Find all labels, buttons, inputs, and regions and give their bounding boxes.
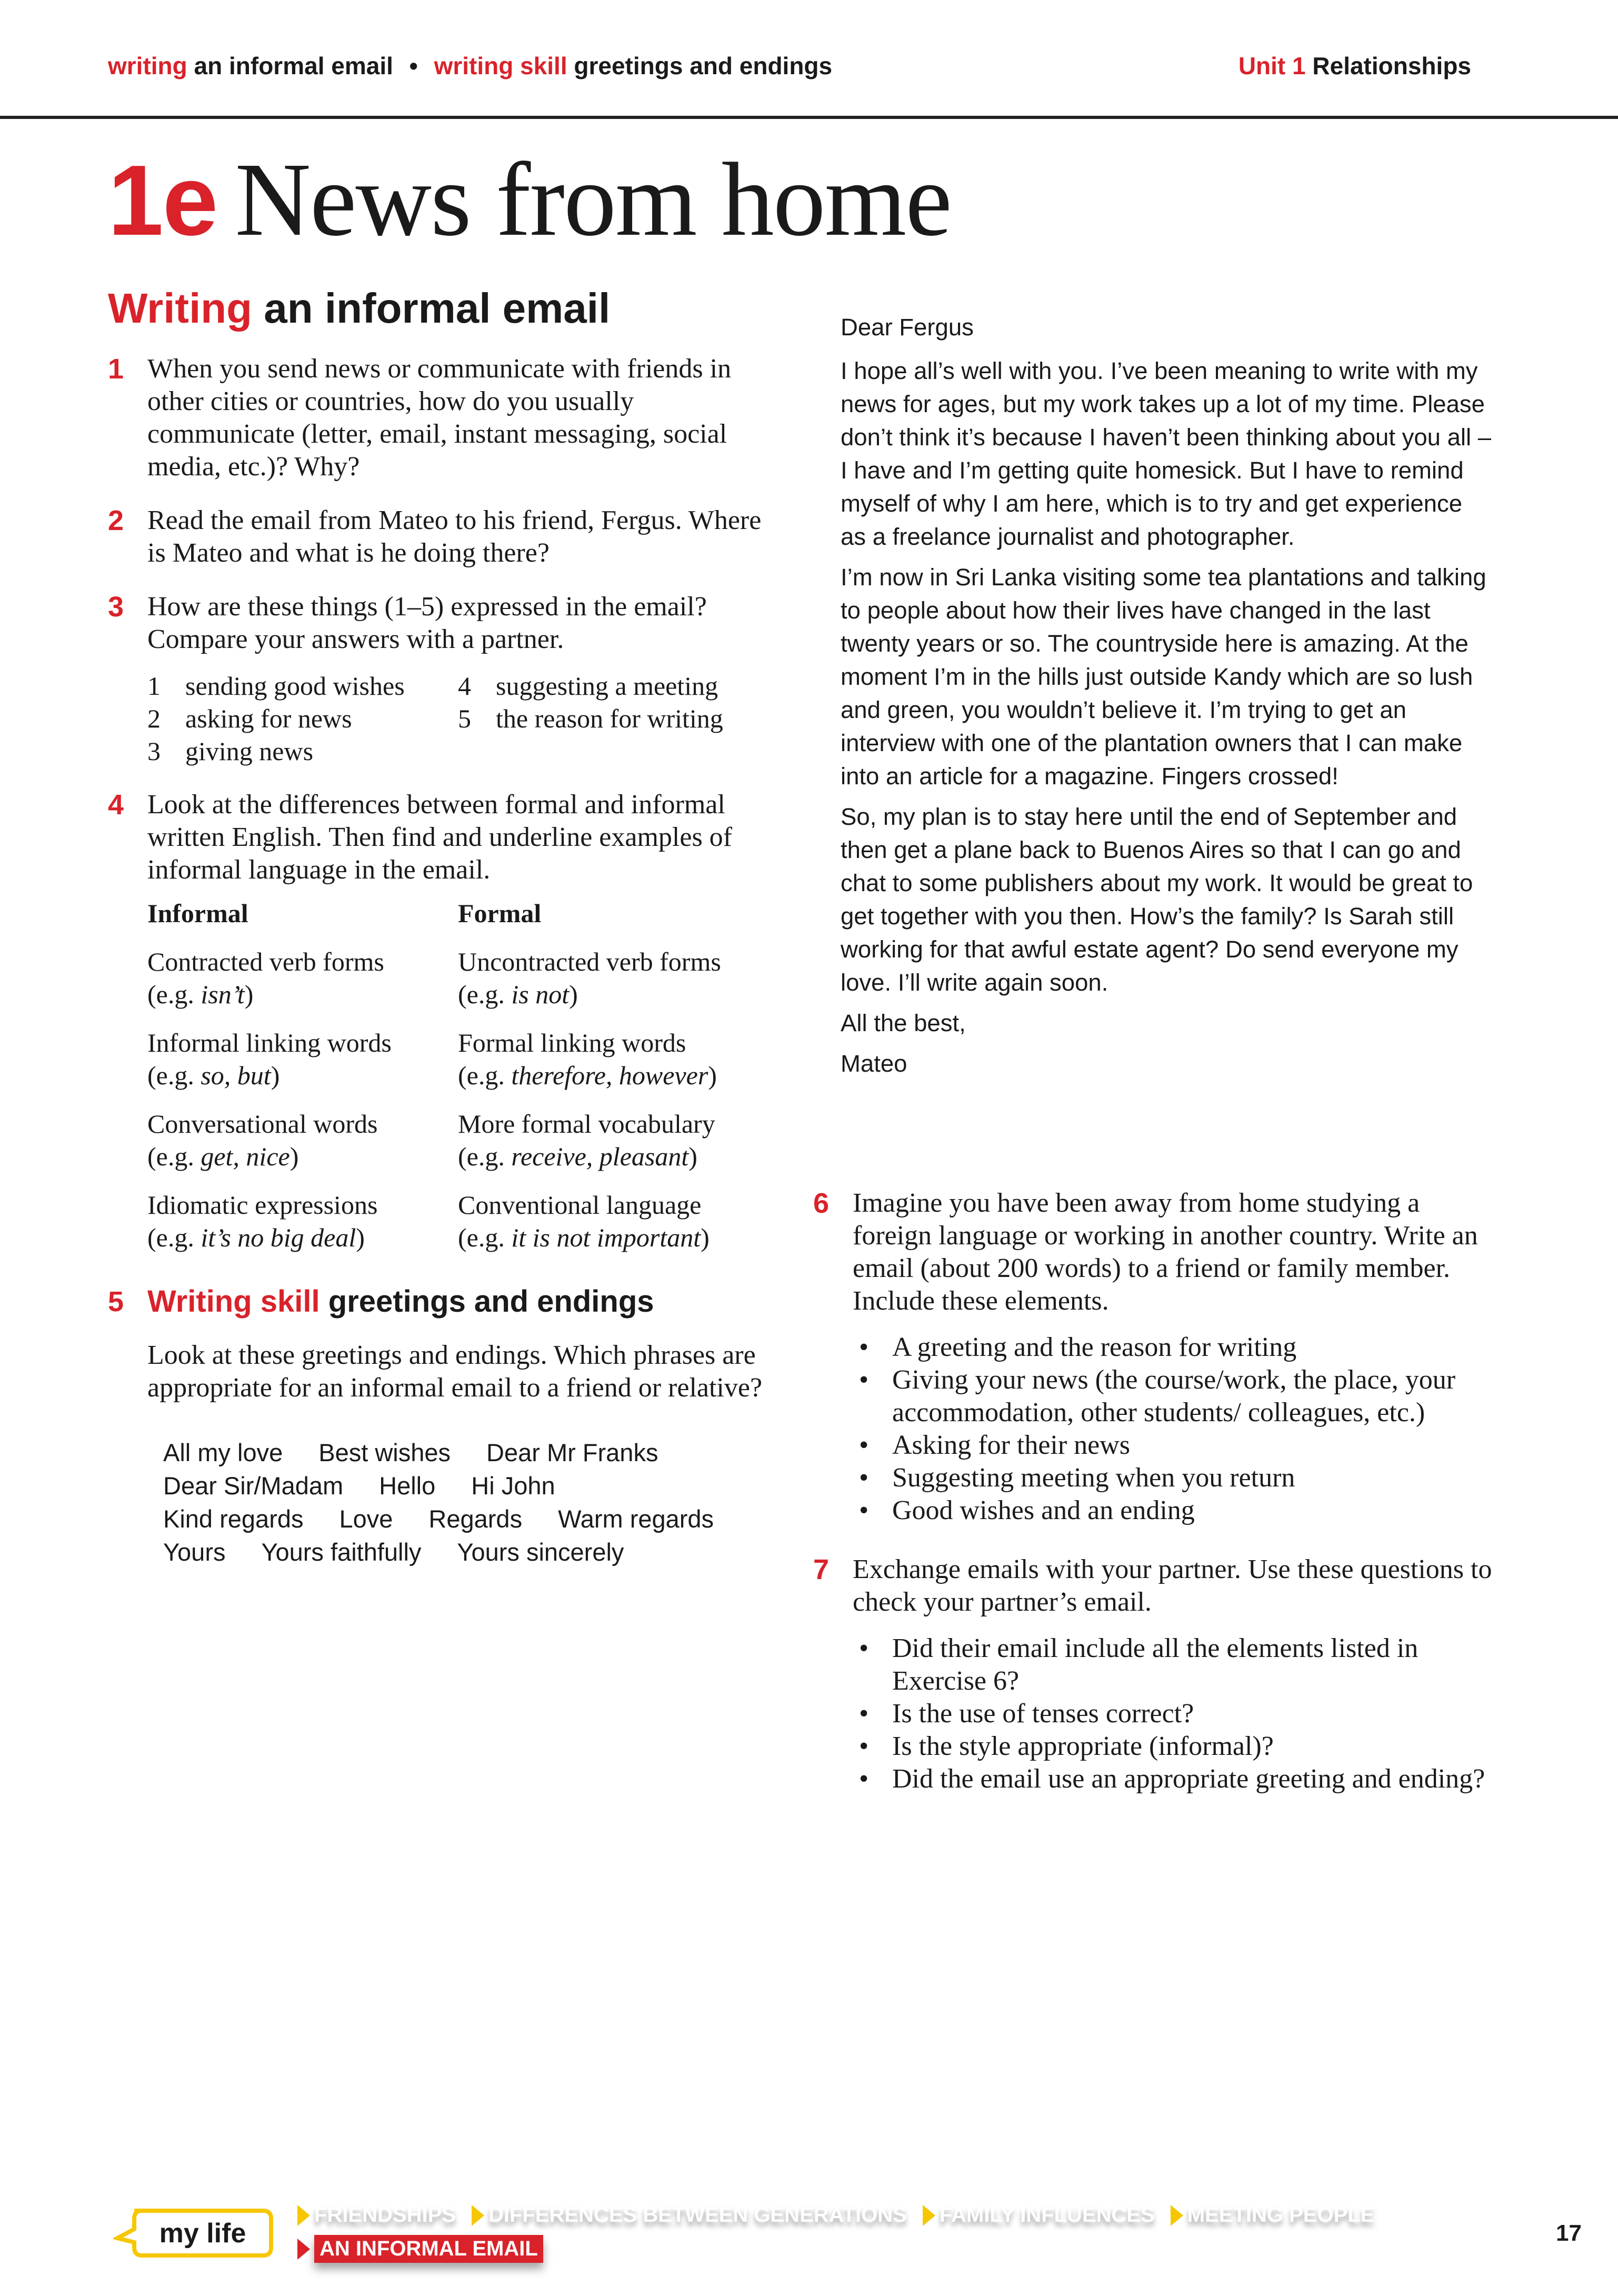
nav-item[interactable] — [297, 2203, 456, 2227]
play-arrow-icon — [923, 2205, 935, 2226]
cell-example — [147, 978, 458, 1011]
cell-label: Uncontracted verb forms — [458, 947, 721, 976]
example-text: is not — [511, 980, 570, 1009]
phrase: Dear Sir/Madam — [163, 1472, 344, 1500]
cell-label: Formal linking words — [458, 1028, 686, 1057]
cell-label: Conventional language — [458, 1190, 702, 1220]
bullet-item: • Is the style appropriate (informal)? — [853, 1730, 1497, 1763]
list-item — [147, 670, 458, 702]
example-text: get, nice — [201, 1142, 290, 1171]
phrase: Kind regards — [163, 1505, 304, 1533]
running-header — [108, 52, 1471, 83]
current-lesson-label: AN INFORMAL EMAIL — [314, 2235, 543, 2263]
eg-suffix: ) — [708, 1061, 717, 1090]
item-number: 4 — [458, 671, 471, 701]
nav-item[interactable] — [923, 2203, 1155, 2227]
lesson-number: 1e — [108, 145, 217, 256]
bullet-list — [853, 1331, 1497, 1527]
writing-skill-heading — [147, 1285, 776, 1318]
nav-item-label: DIFFERENCES BETWEEN GENERATIONS — [488, 2203, 907, 2227]
cell-label: More formal vocabulary — [458, 1109, 715, 1139]
phrase-row — [163, 1535, 776, 1569]
phrase: Hello — [379, 1472, 436, 1500]
exercise-7 — [813, 1553, 1497, 1795]
exercise-instruction: Read the email from Mateo to his friend, Fergus. Where is Mateo and what is he doing there? — [147, 505, 762, 568]
section-text: an informal email — [264, 285, 611, 332]
phrase: Best wishes — [318, 1439, 451, 1466]
item-text: giving news — [185, 736, 314, 766]
exercise-2 — [108, 504, 776, 570]
eg-prefix: (e.g. — [147, 1223, 201, 1252]
table-cell-formal — [458, 1189, 774, 1254]
email-text — [841, 311, 1493, 1087]
header-lesson-info — [108, 52, 832, 80]
example-text: receive, pleasant — [511, 1142, 689, 1171]
table-cell-formal — [458, 1026, 774, 1092]
eg-prefix: (e.g. — [458, 1142, 512, 1171]
bullet-item: • Asking for their news — [853, 1429, 1497, 1462]
item-text: suggesting a meeting — [496, 671, 718, 701]
table-cell-formal — [458, 1107, 774, 1173]
header-divider — [0, 116, 1618, 119]
brand-text: my life — [159, 2218, 246, 2249]
exercise-instruction: Exchange emails with your partner. Use these questions to check your partner’s email. — [853, 1554, 1492, 1617]
phrase: Yours faithfully — [261, 1538, 422, 1566]
current-lesson-tag — [297, 2235, 543, 2263]
exercise-instruction: When you send news or communicate with friends in other cities or countries, how do you usually communicate (letter, email, instant messaging, social media, etc.)? Why? — [147, 354, 732, 482]
eg-suffix: ) — [701, 1223, 710, 1252]
nav-item-label: FAMILY INFLUENCES — [939, 2203, 1155, 2227]
play-arrow-icon — [297, 2205, 310, 2226]
exercise-number: 4 — [108, 789, 124, 821]
exercise-instruction: Imagine you have been away from home studying a foreign language or working in another country. Write an email (about 200 words) to a friend or family member. Include these elements. — [853, 1188, 1478, 1316]
exercise-number: 2 — [108, 505, 124, 536]
header-text-writing: an informal email — [194, 52, 393, 79]
eg-prefix: (e.g. — [147, 980, 201, 1009]
exercise-3 — [108, 591, 776, 767]
example-text: it is not important — [511, 1223, 701, 1252]
nav-item[interactable] — [472, 2203, 907, 2227]
writing-skill-label: Writing skill — [147, 1284, 320, 1319]
my-life-logo — [113, 2205, 276, 2258]
numbered-list — [147, 670, 776, 767]
exercise-5 — [108, 1285, 776, 1569]
exercise-number: 3 — [108, 591, 124, 623]
bullet-item: • Did their email include all the elements listed in Exercise 6? — [853, 1632, 1497, 1698]
footer — [108, 2200, 1582, 2279]
phrase: Hi John — [471, 1472, 555, 1500]
cell-example — [458, 1221, 774, 1254]
cell-label: Contracted verb forms — [147, 947, 384, 976]
phrase: Yours — [163, 1538, 226, 1566]
eg-prefix: (e.g. — [458, 1061, 512, 1090]
eg-prefix: (e.g. — [147, 1061, 201, 1090]
play-arrow-icon — [472, 2205, 484, 2226]
example-text: isn’t — [201, 980, 245, 1009]
eg-suffix: ) — [289, 1142, 299, 1171]
bullet-item: • Suggesting meeting when you return — [853, 1462, 1497, 1494]
section-heading — [108, 284, 610, 333]
phrase: Yours sincerely — [457, 1538, 624, 1566]
unit-title: Relationships — [1312, 52, 1471, 79]
writing-skill-title: greetings and endings — [328, 1284, 654, 1319]
eg-suffix: ) — [244, 980, 254, 1009]
unit-label: Unit 1 — [1238, 52, 1306, 79]
email-paragraph: So, my plan is to stay here until the end of September and then get a plane back to Buenos Aires so that I can go and chat to some publishers about my work. It would be great to get together with you then. How’s the family? Is Sarah still working for that awful estate agent? Do send everyone my love. I’ll write again soon. — [841, 803, 1473, 996]
nav-item-label: MEETING PEOPLE — [1187, 2203, 1375, 2227]
table-cell-informal — [147, 1189, 458, 1254]
item-text: the reason for writing — [496, 704, 723, 733]
exercise-number: 7 — [813, 1554, 830, 1585]
bullet-item: • Giving your news (the course/work, the place, your accommodation, other students/ colleagues, etc.) — [853, 1364, 1497, 1429]
cell-label: Conversational words — [147, 1109, 378, 1139]
example-text: so, but — [201, 1061, 271, 1090]
table-cell-informal — [147, 1107, 458, 1173]
exercise-1 — [108, 353, 776, 483]
example-text: therefore, however — [511, 1061, 708, 1090]
cell-example — [147, 1059, 458, 1092]
cell-example — [458, 1140, 774, 1173]
section-label: Writing — [108, 285, 253, 332]
cell-example — [147, 1221, 458, 1254]
phrase: Warm regards — [558, 1505, 714, 1533]
cell-label: Informal linking words — [147, 1028, 392, 1057]
phrase: Love — [339, 1505, 393, 1533]
page-number: 17 — [1556, 2220, 1582, 2246]
exercise-number: 6 — [813, 1187, 830, 1219]
header-label-writing-skill: writing skill — [434, 52, 567, 79]
email-greeting: Dear Fergus — [841, 314, 974, 341]
left-column — [108, 353, 776, 1590]
eg-suffix: ) — [569, 980, 578, 1009]
play-arrow-icon — [297, 2239, 310, 2260]
bullet-item: • Did the email use an appropriate greeting and ending? — [853, 1763, 1497, 1795]
header-unit-info — [1239, 52, 1471, 80]
table-cell-formal — [458, 945, 774, 1011]
item-number: 2 — [147, 704, 161, 733]
bullet-list — [853, 1632, 1497, 1795]
phrase-row — [163, 1502, 776, 1535]
item-number: 3 — [147, 736, 161, 766]
formal-informal-table — [147, 897, 776, 1254]
header-separator: • — [409, 52, 418, 79]
phrase-row — [163, 1469, 776, 1502]
page-title — [108, 142, 951, 258]
phrase: Regards — [428, 1505, 523, 1533]
item-number: 1 — [147, 671, 161, 701]
list-item — [147, 735, 458, 767]
email-paragraph: I’m now in Sri Lanka visiting some tea plantations and talking to people about how their lives have changed in the last twenty years or so. The countryside here is amazing. At the moment I’m in the hills just outside Kandy which are so lush and green, you wouldn’t believe it. I’m trying to get an interview with one of the plantation owners that I can make into an article for a magazine. Fingers crossed! — [841, 564, 1486, 790]
cell-example — [147, 1140, 458, 1173]
nav-item-label: FRIENDSHIPS — [314, 2203, 456, 2227]
exercise-number: 1 — [108, 353, 124, 385]
item-text: asking for news — [185, 704, 352, 733]
list-item — [458, 702, 753, 735]
phrase-row — [163, 1436, 776, 1469]
exercise-number: 5 — [108, 1286, 124, 1317]
item-text: sending good wishes — [185, 671, 405, 701]
lesson-title: News from home — [235, 142, 951, 258]
eg-suffix: ) — [271, 1061, 280, 1090]
right-column — [813, 1187, 1497, 1816]
phrase: All my love — [163, 1439, 283, 1466]
example-text: it’s no big deal — [201, 1223, 356, 1252]
list-item — [458, 670, 753, 702]
item-number: 5 — [458, 704, 471, 733]
exercise-instruction: How are these things (1–5) expressed in the email? Compare your answers with a partner. — [147, 592, 707, 654]
eg-prefix: (e.g. — [147, 1142, 201, 1171]
cell-example — [458, 978, 774, 1011]
header-label-writing: writing — [108, 52, 187, 79]
table-cell-informal — [147, 1026, 458, 1092]
email-signature: Mateo — [841, 1050, 907, 1077]
play-arrow-icon — [1171, 2205, 1183, 2226]
exercise-instruction: Look at these greetings and endings. Which phrases are appropriate for an informal email to a friend or relative? — [147, 1340, 763, 1403]
email-paragraph: I hope all’s well with you. I’ve been meaning to write with my news for ages, but my work takes up a lot of my time. Please don’t think it’s because I haven’t been thinking about you all – I have and I’m getting quite homesick. But I have to remind myself of why I am here, which is to try and get experience as a freelance journalist and photographer. — [841, 357, 1492, 550]
phrase-box — [147, 1436, 776, 1569]
cell-label: Idiomatic expressions — [147, 1190, 378, 1220]
list-item — [147, 702, 458, 735]
bullet-item: • A greeting and the reason for writing — [853, 1331, 1497, 1364]
eg-suffix: ) — [688, 1142, 697, 1171]
eg-prefix: (e.g. — [458, 980, 512, 1009]
column-header-formal: Formal — [458, 899, 542, 928]
nav-item[interactable] — [1171, 2203, 1375, 2227]
exercise-6 — [813, 1187, 1497, 1527]
cell-example — [458, 1059, 774, 1092]
bullet-item: • Good wishes and an ending — [853, 1494, 1497, 1527]
eg-suffix: ) — [356, 1223, 365, 1252]
bullet-item: • Is the use of tenses correct? — [853, 1698, 1497, 1730]
phrase: Dear Mr Franks — [486, 1439, 658, 1466]
column-header-informal: Informal — [147, 899, 248, 928]
eg-prefix: (e.g. — [458, 1223, 512, 1252]
email-signoff: All the best, — [841, 1010, 966, 1036]
exercise-4 — [108, 788, 776, 1254]
table-cell-informal — [147, 945, 458, 1011]
exercise-instruction: Look at the differences between formal and informal written English. Then find and underline examples of informal language in the email. — [147, 790, 732, 885]
unit-navigation — [297, 2203, 1390, 2227]
header-text-writing-skill: greetings and endings — [574, 52, 833, 79]
